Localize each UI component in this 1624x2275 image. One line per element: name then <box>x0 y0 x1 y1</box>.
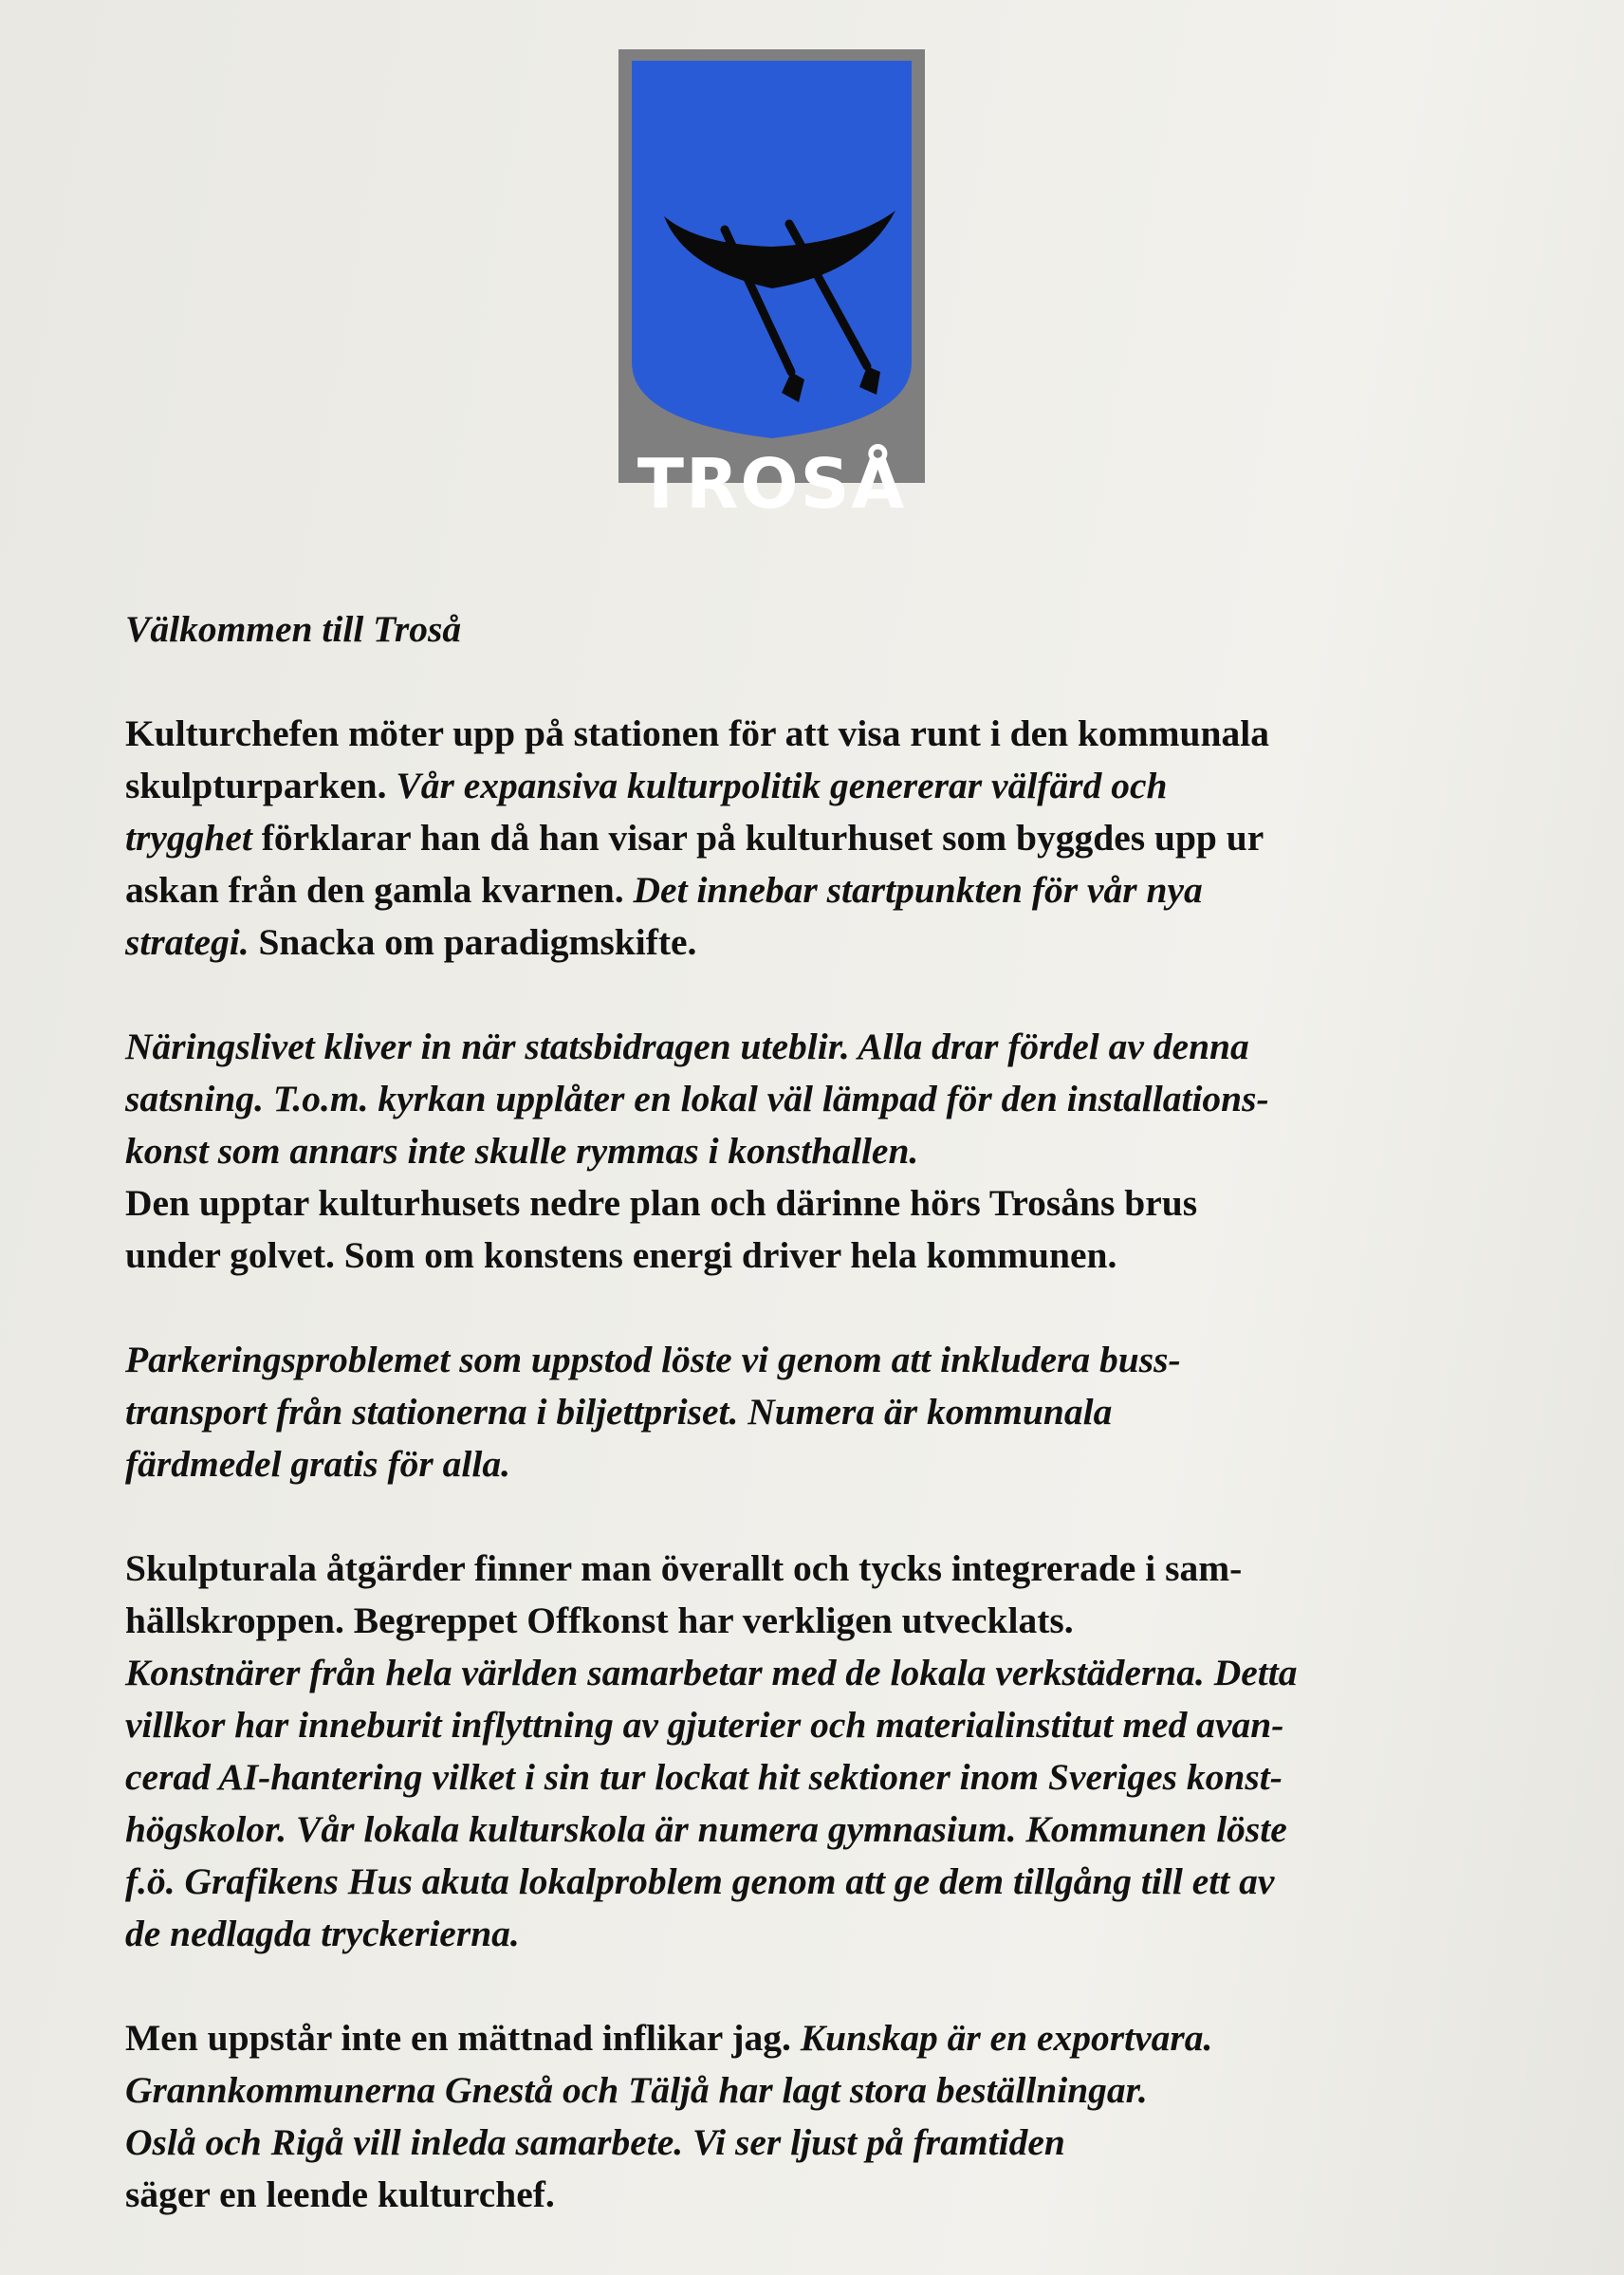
text-line <box>125 1647 1510 1699</box>
text-line <box>125 1230 1510 1282</box>
text-run: Kulturchefen möter upp på stationen för att visa runt i den kommunala <box>125 712 1269 754</box>
text-line <box>125 1073 1510 1125</box>
text-run: förklarar han då han visar på kulturhuset som byggdes upp ur <box>251 817 1264 859</box>
text-run: Skulpturala åtgärder finner man överallt och tycks integrerade i sam- <box>125 1547 1243 1589</box>
text-run: hällskroppen. Begreppet Offkonst har verkligen utvecklats. <box>125 1600 1074 1641</box>
logo-wordmark: TROSÅ <box>637 444 907 524</box>
text-line <box>125 1386 1510 1438</box>
italic-text-run: trygghet <box>125 817 252 859</box>
text-run: Men uppstår inte en mättnad inflikar jag. <box>125 2017 801 2059</box>
paragraph <box>125 708 1510 969</box>
text-line <box>125 1751 1510 1803</box>
text-run: Den upptar kulturhusets nedre plan och därinne hörs Trosåns brus <box>125 1182 1198 1224</box>
text-line <box>125 864 1510 916</box>
italic-text-run: f.ö. Grafikens Hus akuta lokalproblem genom att ge dem tillgång till ett av <box>125 1860 1275 1902</box>
text-run: säger en leende kulturchef. <box>125 2173 555 2215</box>
text-line <box>125 1125 1510 1177</box>
text-line <box>125 2169 1510 2221</box>
italic-text-run: Det innebar startpunkten för vår nya <box>633 869 1203 911</box>
text-line <box>125 2012 1510 2064</box>
text-line <box>125 1803 1510 1856</box>
text-line <box>125 2064 1510 2117</box>
text-line <box>125 1543 1510 1595</box>
paragraph <box>125 1334 1510 1490</box>
text-run: askan från den gamla kvarnen. <box>125 869 634 911</box>
text-run: skulpturparken. <box>125 765 397 806</box>
text-line <box>125 1177 1510 1230</box>
trosa-coat-of-arms-logo <box>618 49 925 524</box>
italic-text-run: de nedlagda tryckerierna. <box>125 1913 520 1954</box>
text-line <box>125 1438 1510 1490</box>
text-line <box>125 1021 1510 1073</box>
italic-text-run: Konstnärer från hela världen samarbetar med de lokala verkstäderna. Detta <box>125 1652 1298 1693</box>
text-line <box>125 1699 1510 1751</box>
text-line <box>125 1595 1510 1647</box>
paragraph-list <box>125 708 1510 2221</box>
italic-text-run: Grannkommunerna Gnestå och Täljå har lagt stora beställningar. <box>125 2069 1148 2111</box>
italic-text-run: högskolor. Vår lokala kulturskola är numera gymnasium. Kommunen löste <box>125 1808 1287 1850</box>
italic-text-run: cerad AI-hantering vilket i sin tur lockat hit sektioner inom Sveriges konst- <box>125 1756 1283 1798</box>
italic-text-run: strategi. <box>125 921 249 963</box>
text-line <box>125 708 1510 760</box>
italic-text-run: färdmedel gratis för alla. <box>125 1443 510 1485</box>
poster-text-block <box>125 603 1510 2221</box>
italic-text-run: konst som annars inte skulle rymmas i konsthallen. <box>125 1130 919 1172</box>
text-line <box>125 760 1510 812</box>
italic-text-run: villkor har inneburit inflyttning av gjuterier och materialinstitut med avan- <box>125 1704 1284 1746</box>
paragraph <box>125 2012 1510 2221</box>
paragraph <box>125 1543 1510 1960</box>
text-line <box>125 812 1510 864</box>
paragraph <box>125 1021 1510 1282</box>
italic-text-run: transport från stationerna i biljettpriset. Numera är kommunala <box>125 1391 1113 1433</box>
italic-text-run: Oslå och Rigå vill inleda samarbete. Vi ser ljust på framtiden <box>125 2121 1065 2163</box>
text-run: Snacka om paradigmskifte. <box>249 921 697 963</box>
text-line <box>125 1908 1510 1960</box>
italic-text-run: Kunskap är en exportvara. <box>800 2017 1213 2059</box>
text-line <box>125 1856 1510 1908</box>
text-run: under golvet. Som om konstens energi driver hela kommunen. <box>125 1234 1117 1276</box>
text-line <box>125 1334 1510 1386</box>
text-line <box>125 916 1510 969</box>
text-line <box>125 2117 1510 2169</box>
greeting-heading: Välkommen till Troså <box>125 608 462 650</box>
italic-text-run: Näringslivet kliver in när statsbidragen uteblir. Alla drar fördel av denna <box>125 1026 1249 1067</box>
italic-text-run: satsning. T.o.m. kyrkan upplåter en lokal väl lämpad för den installations- <box>125 1078 1269 1119</box>
italic-text-run: Parkeringsproblemet som uppstod löste vi genom att inkludera buss- <box>125 1339 1181 1380</box>
shield-emblem-icon <box>618 49 925 483</box>
italic-text-run: Vår expansiva kulturpolitik genererar välfärd och <box>396 765 1168 806</box>
